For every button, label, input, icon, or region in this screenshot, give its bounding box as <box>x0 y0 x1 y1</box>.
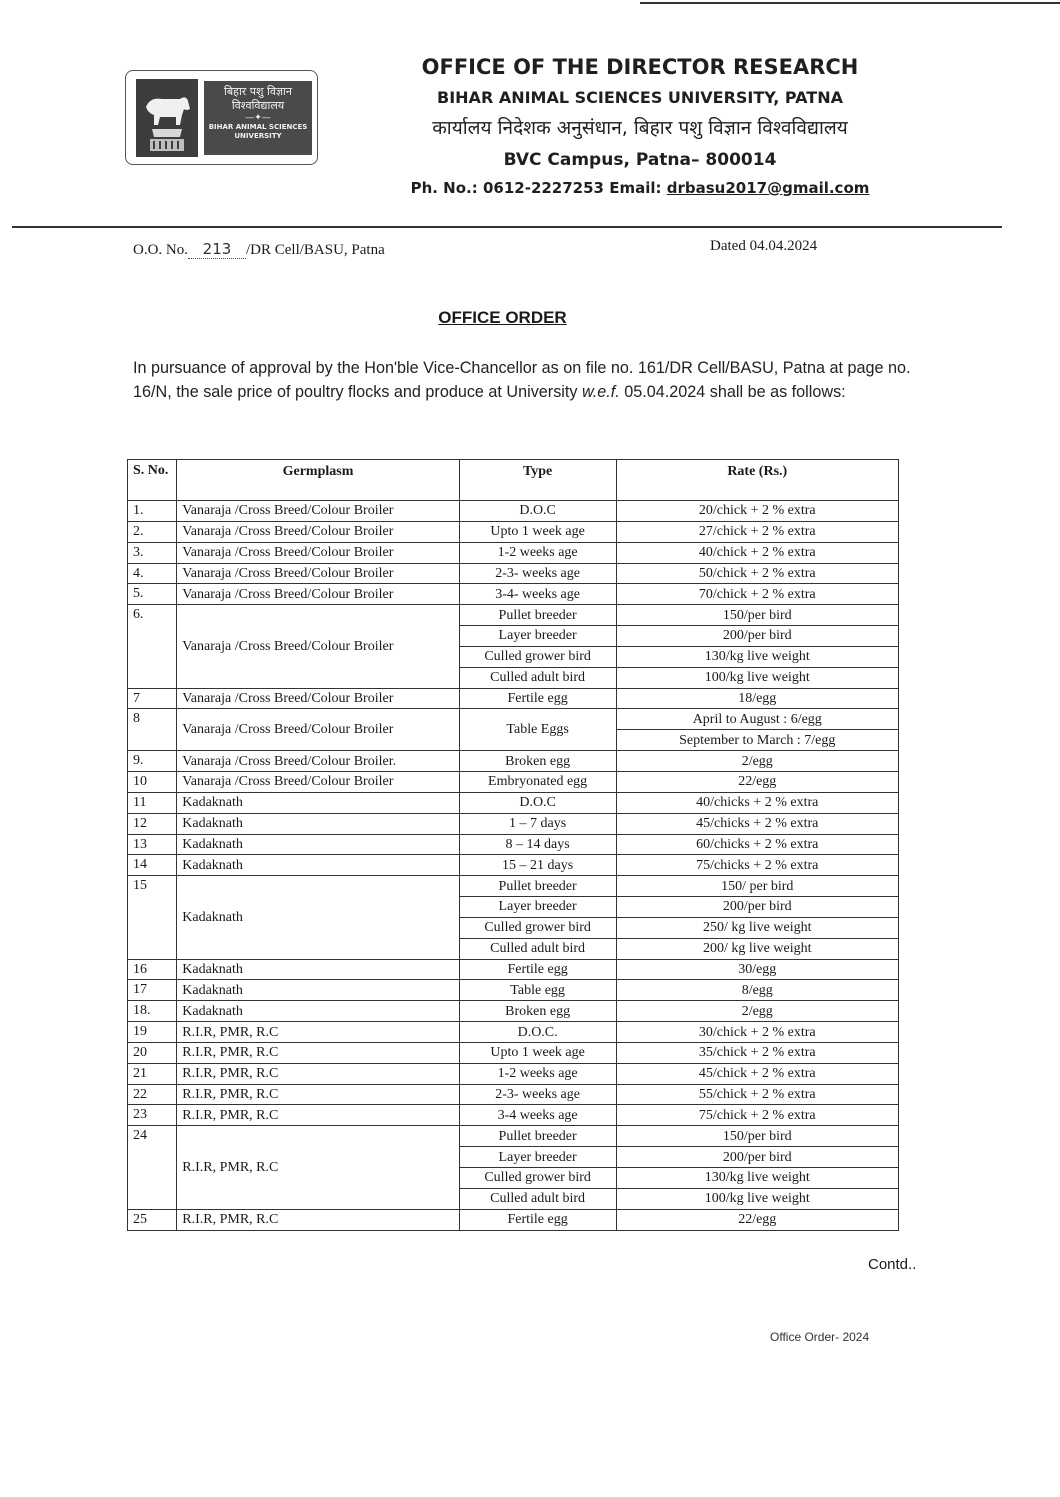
row-type: Fertile egg <box>459 959 616 980</box>
row-serial-number: 2. <box>128 521 177 542</box>
row-rate: 150/ per bird <box>616 876 898 897</box>
row-type: Upto 1 week age <box>459 1042 616 1063</box>
row-type: D.O.C <box>459 501 616 522</box>
row-serial-number: 6. <box>128 605 177 688</box>
top-edge-line <box>640 2 1060 4</box>
row-serial-number: 7 <box>128 688 177 709</box>
row-type: Culled adult bird <box>459 667 616 688</box>
table-row <box>128 1063 899 1084</box>
logo-hindi-name: बिहार पशु विज्ञान विश्वविद्यालय <box>223 85 292 112</box>
intro-part-1: In pursuance of approval by the Hon'ble Vice-Chancellor as on file no. 161/DR Cell/BASU, Patna at page no. 16/N, the sale price of poultry flocks and produce at University <box>133 359 911 401</box>
row-rate: 45/chicks + 2 % extra <box>616 813 898 834</box>
cow-emblem-icon <box>136 79 198 157</box>
row-rate: 55/chick + 2 % extra <box>616 1084 898 1105</box>
row-serial-number: 4. <box>128 563 177 584</box>
row-type: D.O.C. <box>459 1022 616 1043</box>
row-type: Fertile egg <box>459 688 616 709</box>
table-row <box>128 709 899 730</box>
table-row <box>128 751 899 772</box>
table-row <box>128 1126 899 1147</box>
row-type: 1 – 7 days <box>459 813 616 834</box>
row-rate: 200/per bird <box>616 897 898 918</box>
hindi-heading: कार्यालय निदेशक अनुसंधान, बिहार पशु विज्ञान विश्वविद्यालय <box>432 117 848 139</box>
row-serial-number: 19 <box>128 1022 177 1043</box>
table-row <box>128 771 899 792</box>
row-type: 8 – 14 days <box>459 834 616 855</box>
office-heading: OFFICE OF THE DIRECTOR RESEARCH <box>421 55 859 79</box>
row-rate: September to March : 7/egg <box>616 730 898 751</box>
row-germplasm: Kadaknath <box>177 855 459 876</box>
row-rate: 100/kg live weight <box>616 667 898 688</box>
row-rate: 2/egg <box>616 751 898 772</box>
row-germplasm: R.I.R, PMR, R.C <box>177 1126 459 1209</box>
row-germplasm: Vanaraja /Cross Breed/Colour Broiler <box>177 542 459 563</box>
row-germplasm: R.I.R, PMR, R.C <box>177 1042 459 1063</box>
logo-english-name: BIHAR ANIMAL SCIENCES UNIVERSITY <box>208 123 308 140</box>
row-rate: 150/per bird <box>616 1126 898 1147</box>
row-germplasm: Vanaraja /Cross Breed/Colour Broiler <box>177 709 459 751</box>
row-type: 15 – 21 days <box>459 855 616 876</box>
header-sn: S. No. <box>128 460 177 501</box>
table-row <box>128 501 899 522</box>
table-row <box>128 876 899 897</box>
row-type: Culled grower bird <box>459 1168 616 1189</box>
row-rate: 2/egg <box>616 1001 898 1022</box>
row-type: Culled adult bird <box>459 1188 616 1209</box>
table-row <box>128 1105 899 1126</box>
row-germplasm: Kadaknath <box>177 834 459 855</box>
row-serial-number: 23 <box>128 1105 177 1126</box>
continued-label: Contd.. <box>868 1256 917 1273</box>
row-germplasm: Kadaknath <box>177 980 459 1001</box>
row-rate: 40/chicks + 2 % extra <box>616 792 898 813</box>
row-type: Table egg <box>459 980 616 1001</box>
row-type: D.O.C <box>459 792 616 813</box>
row-rate: April to August : 6/egg <box>616 709 898 730</box>
row-germplasm: R.I.R, PMR, R.C <box>177 1084 459 1105</box>
row-germplasm: Kadaknath <box>177 792 459 813</box>
order-number: 213 <box>188 240 246 259</box>
row-serial-number: 13 <box>128 834 177 855</box>
row-rate: 45/chick + 2 % extra <box>616 1063 898 1084</box>
row-type: 1-2 weeks age <box>459 542 616 563</box>
row-rate: 100/kg live weight <box>616 1188 898 1209</box>
row-rate: 20/chick + 2 % extra <box>616 501 898 522</box>
row-rate: 60/chicks + 2 % extra <box>616 834 898 855</box>
row-type: Culled grower bird <box>459 646 616 667</box>
row-type: Culled grower bird <box>459 917 616 938</box>
row-type: Layer breeder <box>459 897 616 918</box>
row-germplasm: Kadaknath <box>177 813 459 834</box>
row-type: 3-4- weeks age <box>459 584 616 605</box>
email-link[interactable]: drbasu2017@gmail.com <box>666 179 870 197</box>
row-germplasm: Kadaknath <box>177 959 459 980</box>
table-row <box>128 605 899 626</box>
row-rate: 130/kg live weight <box>616 646 898 667</box>
row-serial-number: 25 <box>128 1209 177 1230</box>
table-row <box>128 1022 899 1043</box>
row-germplasm: Vanaraja /Cross Breed/Colour Broiler <box>177 521 459 542</box>
row-type: 2-3- weeks age <box>459 1084 616 1105</box>
rate-table <box>127 459 899 1231</box>
university-heading: BIHAR ANIMAL SCIENCES UNIVERSITY, PATNA <box>437 88 843 107</box>
header-germplasm: Germplasm <box>177 460 459 501</box>
page-title: OFFICE ORDER <box>438 308 567 327</box>
row-rate: 40/chick + 2 % extra <box>616 542 898 563</box>
row-germplasm: Vanaraja /Cross Breed/Colour Broiler <box>177 501 459 522</box>
row-germplasm: Vanaraja /Cross Breed/Colour Broiler <box>177 771 459 792</box>
row-serial-number: 18. <box>128 1001 177 1022</box>
table-row <box>128 1209 899 1230</box>
row-type: Upto 1 week age <box>459 521 616 542</box>
row-germplasm: R.I.R, PMR, R.C <box>177 1209 459 1230</box>
row-rate: 18/egg <box>616 688 898 709</box>
table-row <box>128 834 899 855</box>
table-row <box>128 584 899 605</box>
row-rate: 75/chicks + 2 % extra <box>616 855 898 876</box>
row-type: Broken egg <box>459 1001 616 1022</box>
row-serial-number: 17 <box>128 980 177 1001</box>
row-type: 3-4 weeks age <box>459 1105 616 1126</box>
row-rate: 130/kg live weight <box>616 1168 898 1189</box>
campus-heading: BVC Campus, Patna– 800014 <box>503 150 777 170</box>
row-germplasm: Vanaraja /Cross Breed/Colour Broiler. <box>177 751 459 772</box>
row-rate: 200/per bird <box>616 1147 898 1168</box>
row-type: Broken egg <box>459 751 616 772</box>
row-rate: 200/per bird <box>616 626 898 647</box>
row-type: Layer breeder <box>459 626 616 647</box>
row-serial-number: 3. <box>128 542 177 563</box>
logo-text-panel <box>204 81 312 155</box>
row-germplasm: Vanaraja /Cross Breed/Colour Broiler <box>177 584 459 605</box>
row-serial-number: 11 <box>128 792 177 813</box>
row-rate: 35/chick + 2 % extra <box>616 1042 898 1063</box>
row-germplasm: Vanaraja /Cross Breed/Colour Broiler <box>177 605 459 688</box>
table-row <box>128 1084 899 1105</box>
row-rate: 50/chick + 2 % extra <box>616 563 898 584</box>
row-germplasm: R.I.R, PMR, R.C <box>177 1022 459 1043</box>
table-body <box>128 501 899 1231</box>
table-row <box>128 813 899 834</box>
row-rate: 30/chick + 2 % extra <box>616 1022 898 1043</box>
row-serial-number: 14 <box>128 855 177 876</box>
row-serial-number: 21 <box>128 1063 177 1084</box>
table-row <box>128 855 899 876</box>
row-type: 2-3- weeks age <box>459 563 616 584</box>
header-rate: Rate (Rs.) <box>616 460 898 501</box>
row-type: Fertile egg <box>459 1209 616 1230</box>
intro-wef: w.e.f. <box>581 383 620 401</box>
row-rate: 200/ kg live weight <box>616 938 898 959</box>
row-serial-number: 22 <box>128 1084 177 1105</box>
order-reference <box>133 240 385 259</box>
table-row <box>128 688 899 709</box>
table-row <box>128 542 899 563</box>
table-row <box>128 1001 899 1022</box>
table-header-row <box>128 460 899 501</box>
row-serial-number: 24 <box>128 1126 177 1209</box>
row-type: Layer breeder <box>459 1147 616 1168</box>
row-serial-number: 10 <box>128 771 177 792</box>
row-type: Pullet breeder <box>459 605 616 626</box>
row-serial-number: 12 <box>128 813 177 834</box>
row-germplasm: R.I.R, PMR, R.C <box>177 1105 459 1126</box>
header-type: Type <box>459 460 616 501</box>
header-divider <box>12 226 1002 228</box>
row-serial-number: 16 <box>128 959 177 980</box>
row-serial-number: 8 <box>128 709 177 751</box>
row-rate: 30/egg <box>616 959 898 980</box>
table-row <box>128 563 899 584</box>
row-germplasm: R.I.R, PMR, R.C <box>177 1063 459 1084</box>
row-rate: 8/egg <box>616 980 898 1001</box>
row-serial-number: 20 <box>128 1042 177 1063</box>
contact-line <box>330 179 950 197</box>
table-row <box>128 959 899 980</box>
row-rate: 75/chick + 2 % extra <box>616 1105 898 1126</box>
row-rate: 250/ kg live weight <box>616 917 898 938</box>
table-row <box>128 1042 899 1063</box>
row-serial-number: 15 <box>128 876 177 959</box>
intro-paragraph <box>133 356 923 404</box>
row-serial-number: 5. <box>128 584 177 605</box>
row-type: Embryonated egg <box>459 771 616 792</box>
table-row <box>128 521 899 542</box>
row-rate: 150/per bird <box>616 605 898 626</box>
order-suffix: /DR Cell/BASU, Patna <box>246 242 385 258</box>
row-type: 1-2 weeks age <box>459 1063 616 1084</box>
row-rate: 70/chick + 2 % extra <box>616 584 898 605</box>
row-rate: 22/egg <box>616 1209 898 1230</box>
footer-text: Office Order- 2024 <box>770 1330 870 1344</box>
row-type: Pullet breeder <box>459 876 616 897</box>
university-logo <box>125 70 318 165</box>
intro-part-2: 05.04.2024 shall be as follows: <box>619 383 846 401</box>
order-date: Dated 04.04.2024 <box>710 238 818 254</box>
table-row <box>128 792 899 813</box>
row-germplasm: Vanaraja /Cross Breed/Colour Broiler <box>177 563 459 584</box>
contact-prefix: Ph. No.: 0612-2227253 Email: <box>410 179 667 197</box>
row-type: Table Eggs <box>459 709 616 751</box>
row-type: Culled adult bird <box>459 938 616 959</box>
table-row <box>128 980 899 1001</box>
row-serial-number: 9. <box>128 751 177 772</box>
row-germplasm: Vanaraja /Cross Breed/Colour Broiler <box>177 688 459 709</box>
order-prefix: O.O. No. <box>133 242 188 258</box>
row-germplasm: Kadaknath <box>177 876 459 959</box>
row-rate: 22/egg <box>616 771 898 792</box>
row-rate: 27/chick + 2 % extra <box>616 521 898 542</box>
row-type: Pullet breeder <box>459 1126 616 1147</box>
logo-separator: —✦— <box>245 113 271 123</box>
row-serial-number: 1. <box>128 501 177 522</box>
row-germplasm: Kadaknath <box>177 1001 459 1022</box>
